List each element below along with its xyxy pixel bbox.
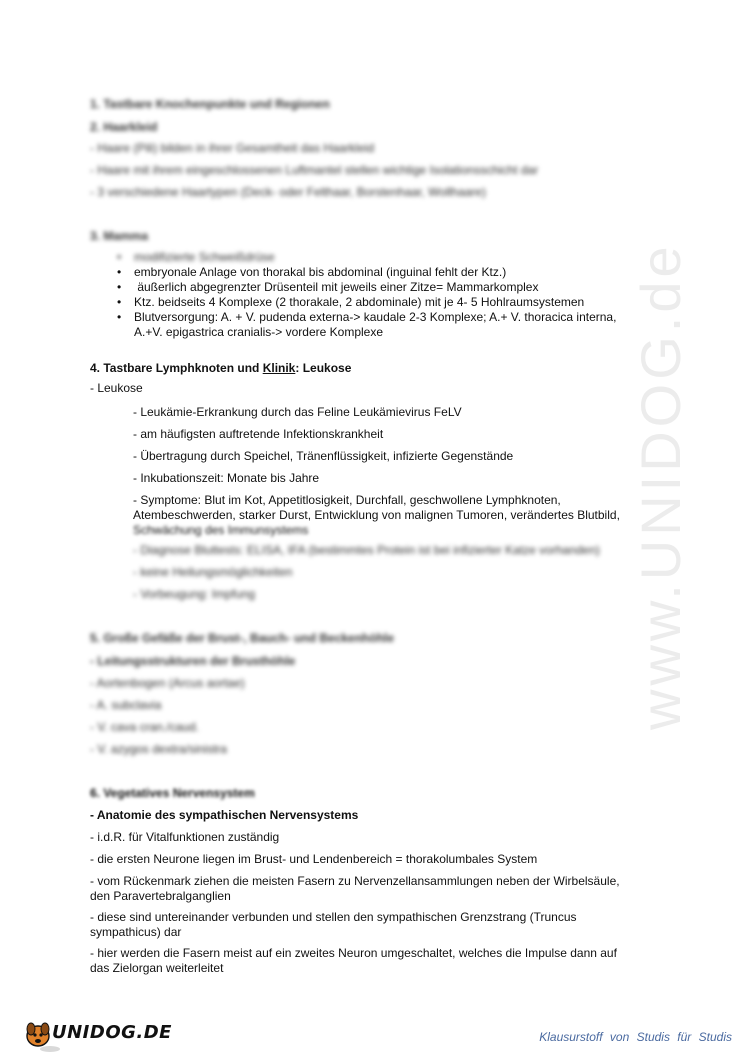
section6-paragraph: den Paravertebralganglien	[90, 889, 231, 903]
section1-heading: 1. Tastbare Knochenpunkte und Regionen	[90, 97, 330, 111]
watermark: www.UNIDOG.de	[629, 242, 692, 730]
leukose-item: - Übertragung durch Speichel, Tränenflüssigkeit, infizierte Gegenstände	[133, 449, 514, 463]
bullet-icon: •	[117, 280, 122, 294]
section6-paragraph: das Zielorgan weiterleitet	[90, 961, 224, 975]
section5-line: - A. subclavia	[90, 698, 162, 712]
leukose-blurred: - Diagnose Bluttests: ELISA, IFA (bestimmtes Protein ist bei infizierter Katze vorhanden)	[133, 543, 600, 557]
leukose-blurred: - Vorbeugung: Impfung	[133, 587, 256, 601]
footer-tagline: Klausurstoff von Studis für Studis	[539, 1030, 732, 1044]
section5-line: - V. cava cran./caud.	[90, 720, 199, 734]
section5-heading: 5. Große Gefäße der Brust-, Bauch- und Beckenhöhle	[90, 631, 395, 645]
section5-line: - Aortenbogen (Arcus aortae)	[90, 676, 245, 690]
logo-text: UNIDOG.DE	[52, 1022, 172, 1043]
section2-line: - 3 verschiedene Haartypen (Deck- oder Felthaar, Borstenhaar, Wollhaare)	[90, 185, 486, 199]
section5-line: - V. azygos dextra/sinistra	[90, 742, 227, 756]
section6-subheading: - Anatomie des sympathischen Nervensystems	[90, 808, 359, 822]
symptoms-line: Atembeschwerden, starker Durst, Entwicklung von malignen Tumoren, verändertes Blutbild,	[133, 508, 620, 522]
section6-line: - die ersten Neurone liegen im Brust- und Lendenbereich = thorakolumbales System	[90, 852, 538, 866]
symptoms-line: - Symptome: Blut im Kot, Appetitlosigkeit, Durchfall, geschwollene Lymphknoten,	[133, 493, 561, 507]
leukose-item: - Inkubationszeit: Monate bis Jahre	[133, 471, 320, 485]
section4-heading: 4. Tastbare Lymphknoten und Klinik: Leukose	[90, 361, 352, 375]
section6-paragraph: - hier werden die Fasern meist auf ein zweites Neuron umgeschaltet, welches die Impulse dann auf	[90, 946, 617, 960]
section6-paragraph: - diese sind untereinander verbunden und stellen den sympathischen Grenzstrang (Truncus	[90, 910, 577, 924]
mamma-bullet: äußerlich abgegrenzter Drüsenteil mit jeweils einer Zitze= Mammarkomplex	[134, 280, 539, 294]
section3-heading: 3. Mamma	[90, 229, 149, 243]
mamma-bullet: embryonale Anlage von thorakal bis abdominal (inguinal fehlt der Ktz.)	[134, 265, 507, 279]
section6-line: - i.d.R. für Vitalfunktionen zuständig	[90, 830, 280, 844]
section2-line: - Haare mit ihrem eingeschlossenen Luftmantel stellen wichtige Isolationsschicht dar	[90, 163, 539, 177]
section5-subheading: - Leitungsstrukturen der Brusthöhle	[90, 654, 296, 668]
mamma-bullet: Blutversorgung: A. + V. pudenda externa-> kaudale 2-3 Komplexe; A.+ V. thoracica interna,	[134, 310, 617, 324]
leukose-blurred: - keine Heilungsmöglichkeiten	[133, 565, 293, 579]
mamma-bullet-continuation: A.+V. epigastrica cranialis-> vordere Komplexe	[134, 325, 384, 339]
section6-paragraph: sympathicus) dar	[90, 925, 182, 939]
section6-paragraph: - vom Rückenmark ziehen die meisten Fasern zu Nervenzellansammlungen neben der Wirbelsäule,	[90, 874, 620, 888]
section4-sub: - Leukose	[90, 381, 143, 395]
leukose-item: - am häufigsten auftretende Infektionskrankheit	[133, 427, 384, 441]
leukose-item: - Leukämie-Erkrankung durch das Feline Leukämievirus FeLV	[133, 405, 462, 419]
bullet-icon: •	[117, 295, 122, 309]
mamma-bullet: modifizierte Schweißdrüse	[134, 250, 275, 264]
section6-heading: 6. Vegetatives Nervensystem	[90, 786, 255, 800]
section2-line: - Haare (Pili) bilden in ihrer Gesamtheit das Haarkleid	[90, 141, 375, 155]
bullet-icon: •	[117, 310, 122, 324]
section2-heading: 2. Haarkleid	[90, 120, 158, 134]
klinik-link: Klinik	[262, 361, 296, 375]
mamma-bullet: Ktz. beidseits 4 Komplexe (2 thorakale, 2 abdominale) mit je 4- 5 Hohlraumsystemen	[134, 295, 585, 309]
symptoms-line: Schwächung des Immunsystems	[133, 523, 309, 537]
bullet-icon: •	[117, 265, 122, 279]
bullet-icon: •	[117, 250, 122, 264]
